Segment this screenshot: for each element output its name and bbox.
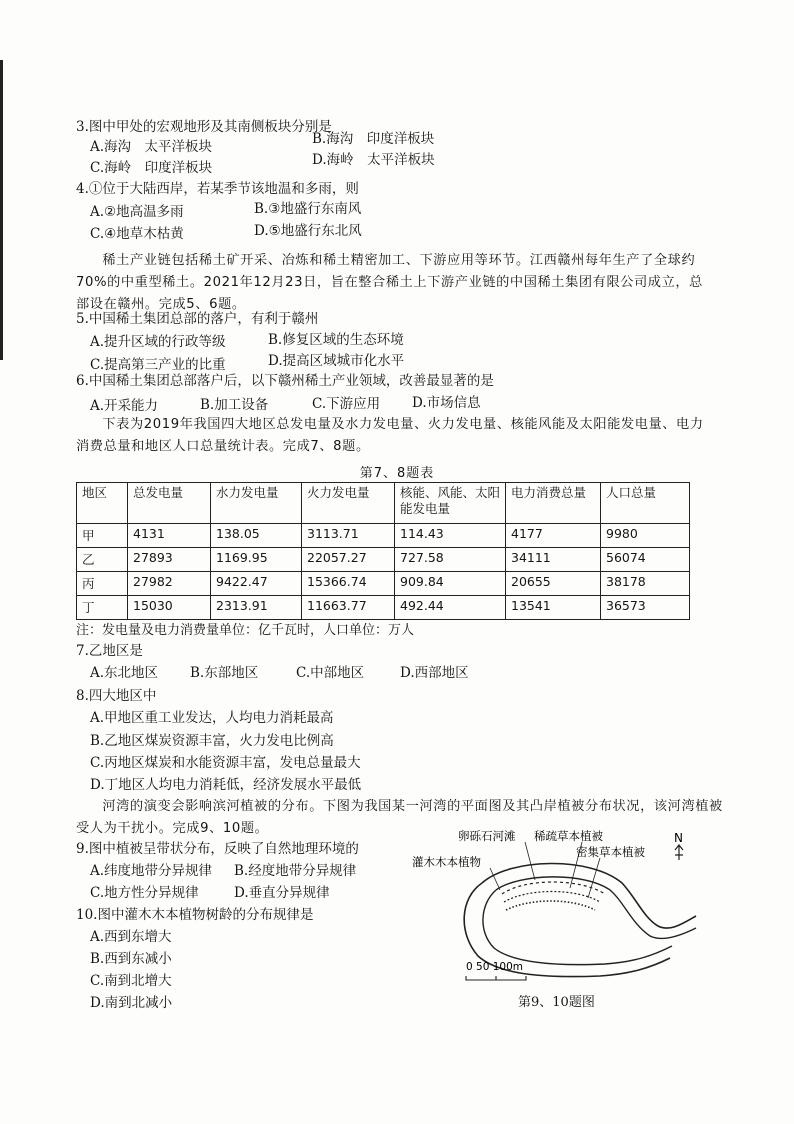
table-cell: 909.84 xyxy=(395,572,506,596)
question-8-option-b: B.乙地区煤炭资源丰富，火力发电比例高 xyxy=(90,733,334,749)
question-7-option-b: B.东部地区 xyxy=(190,665,259,681)
table-cell: 492.44 xyxy=(395,596,506,620)
table-cell: 114.43 xyxy=(395,524,506,548)
table-note: 注：发电量及电力消费量单位：亿千瓦时，人口单位：万人 xyxy=(76,623,415,638)
header-population: 人口总量 xyxy=(601,483,690,524)
question-7-option-d: D.西部地区 xyxy=(400,665,469,681)
table-cell: 36573 xyxy=(601,596,690,620)
question-6-option-a: A.开采能力 xyxy=(90,398,159,414)
question-10-stem: 10.图中灌木木本植物树龄的分布规律是 xyxy=(76,907,314,923)
header-consumption: 电力消费总量 xyxy=(506,483,601,524)
table-row xyxy=(77,548,690,572)
header-total-generation: 总发电量 xyxy=(128,483,211,524)
map-label-pebble: 卵砾石河滩 xyxy=(458,829,516,843)
table-cell: 3113.71 xyxy=(302,524,395,548)
table-cell: 56074 xyxy=(601,548,690,572)
table-row xyxy=(77,572,690,596)
table-row xyxy=(77,524,690,548)
question-8-option-c: C.丙地区煤炭和水能资源丰富，发电总量最大 xyxy=(90,755,361,771)
question-10-option-d: D.南到北减小 xyxy=(90,995,173,1011)
header-hydro: 水力发电量 xyxy=(211,483,302,524)
question-7-option-a: A.东北地区 xyxy=(90,665,159,681)
question-7-option-c: C.中部地区 xyxy=(296,665,365,681)
river-bend-map xyxy=(400,828,700,1003)
table-cell: 9980 xyxy=(601,524,690,548)
table-cell: 丙 xyxy=(77,572,128,596)
table-row xyxy=(77,596,690,620)
map-label-sparse: 稀疏草本植被 xyxy=(534,829,603,843)
question-4-option-b: B.③地盛行东南风 xyxy=(254,201,362,217)
power-statistics-table xyxy=(76,482,690,620)
passage-5-6 xyxy=(76,250,716,316)
header-region: 地区 xyxy=(77,483,128,524)
passage-5-6-text: 稀土产业链包括稀土矿开采、冶炼和稀土精密加工、下游应用等环节。江西赣州每年生产了全球约70%的中重型稀土。2021年12月23日，旨在整合稀土上下游产业链的中国稀土集团有限公司成立，总部设在赣州。完成5、6题。 xyxy=(76,253,703,312)
table-cell: 甲 xyxy=(77,524,128,548)
question-9-option-a: A.纬度地带分异规律 xyxy=(90,863,213,879)
question-3-stem: 3.图中甲处的宏观地形及其南侧板块分别是 xyxy=(76,119,332,135)
question-6-option-d: D.市场信息 xyxy=(412,395,481,411)
scale-bar xyxy=(466,976,526,980)
header-nuclear-wind-solar: 核能、风能、太阳能发电量 xyxy=(395,483,506,524)
table-cell: 15030 xyxy=(128,596,211,620)
question-10-option-c: C.南到北增大 xyxy=(90,973,172,989)
question-6-option-b: B.加工设备 xyxy=(200,397,269,413)
table-cell: 22057.27 xyxy=(302,548,395,572)
table-cell: 丁 xyxy=(77,596,128,620)
river-inner-bank-north xyxy=(496,877,696,939)
scale-bar-label: 0 50 100m xyxy=(466,961,523,973)
leader-line-pebble xyxy=(525,842,535,880)
sparse-herb-belt xyxy=(504,892,600,903)
question-3-option-d: D.海岭 太平洋板块 xyxy=(312,152,435,168)
table-caption: 第7、8题表 xyxy=(359,466,435,481)
question-9-option-d: D.垂直分异规律 xyxy=(234,885,330,901)
scan-edge-shadow xyxy=(0,60,3,360)
passage-7-8 xyxy=(76,414,716,458)
map-caption: 第9、10题图 xyxy=(518,995,595,1010)
question-3-option-b: B.海沟 印度洋板块 xyxy=(312,131,435,147)
north-label: N xyxy=(674,831,683,845)
question-4-option-c: C.④地草木枯黄 xyxy=(90,226,184,242)
question-5-option-a: A.提升区域的行政等级 xyxy=(90,334,226,350)
table-cell: 乙 xyxy=(77,548,128,572)
table-cell: 11663.77 xyxy=(302,596,395,620)
dense-herb-belt xyxy=(506,901,595,910)
question-5-stem: 5.中国稀土集团总部的落户，有利于赣州 xyxy=(76,311,319,327)
question-9-stem: 9.图中植被呈带状分布，反映了自然地理环境的 xyxy=(76,841,359,857)
table-cell: 27982 xyxy=(128,572,211,596)
question-9-option-b: B.经度地带分异规律 xyxy=(234,863,357,879)
river-inner-bank-south xyxy=(483,890,672,965)
table-cell: 15366.74 xyxy=(302,572,395,596)
question-5-option-d: D.提高区域城市化水平 xyxy=(268,353,405,369)
question-6-stem: 6.中国稀土集团总部落户后，以下赣州稀土产业领域，改善最显著的是 xyxy=(76,373,494,389)
header-thermal: 火力发电量 xyxy=(302,483,395,524)
question-8-stem: 8.四大地区中 xyxy=(76,688,157,704)
question-9-option-c: C.地方性分异规律 xyxy=(90,885,199,901)
passage-9-10-text: 河湾的演变会影响滨河植被的分布。下图为我国某一河湾的平面图及其凸岸植被分布状况，该河湾植被受人为干扰小。完成9、10题。 xyxy=(76,799,723,836)
table-cell: 727.58 xyxy=(395,548,506,572)
map-label-shrub: 灌木木本植物 xyxy=(412,855,481,869)
map-label-dense: 密集草本植被 xyxy=(576,845,645,859)
table-cell: 38178 xyxy=(601,572,690,596)
table-cell: 1169.95 xyxy=(211,548,302,572)
question-6-option-c: C.下游应用 xyxy=(312,396,381,412)
question-3-option-a: A.海沟 太平洋板块 xyxy=(90,139,213,155)
question-4-option-d: D.⑤地盛行东北风 xyxy=(254,223,362,239)
table-cell: 4177 xyxy=(506,524,601,548)
question-8-option-a: A.甲地区重工业发达，人均电力消耗最高 xyxy=(90,710,334,726)
question-10-option-a: A.西到东增大 xyxy=(90,929,172,945)
question-10-option-b: B.西到东减小 xyxy=(90,951,172,967)
table-cell: 34111 xyxy=(506,548,601,572)
question-8-option-d: D.丁地区人均电力消耗低，经济发展水平最低 xyxy=(90,777,362,793)
question-5-option-c: C.提高第三产业的比重 xyxy=(90,357,226,373)
table-cell: 27893 xyxy=(128,548,211,572)
north-arrow-icon xyxy=(675,845,683,860)
table-cell: 4131 xyxy=(128,524,211,548)
table-cell: 20655 xyxy=(506,572,601,596)
table-cell: 13541 xyxy=(506,596,601,620)
question-5-option-b: B.修复区域的生态环境 xyxy=(268,332,404,348)
table-cell: 9422.47 xyxy=(211,572,302,596)
question-4-stem: 4.①位于大陆西岸，若某季节该地温和多雨，则 xyxy=(76,181,359,197)
leader-line-dense xyxy=(588,858,600,898)
table-cell: 138.05 xyxy=(211,524,302,548)
question-3-option-c: C.海岭 印度洋板块 xyxy=(90,160,213,176)
question-7-stem: 7.乙地区是 xyxy=(76,643,143,659)
passage-7-8-text: 下表为2019年我国四大地区总发电量及水力发电量、火力发电量、核能风能及太阳能发电量、电力消费总量和地区人口总量统计表。完成7、8题。 xyxy=(76,417,704,454)
table-cell: 2313.91 xyxy=(211,596,302,620)
question-4-option-a: A.②地高温多雨 xyxy=(90,204,184,220)
table-header-row xyxy=(77,483,690,524)
leader-line-shrub xyxy=(490,868,500,890)
